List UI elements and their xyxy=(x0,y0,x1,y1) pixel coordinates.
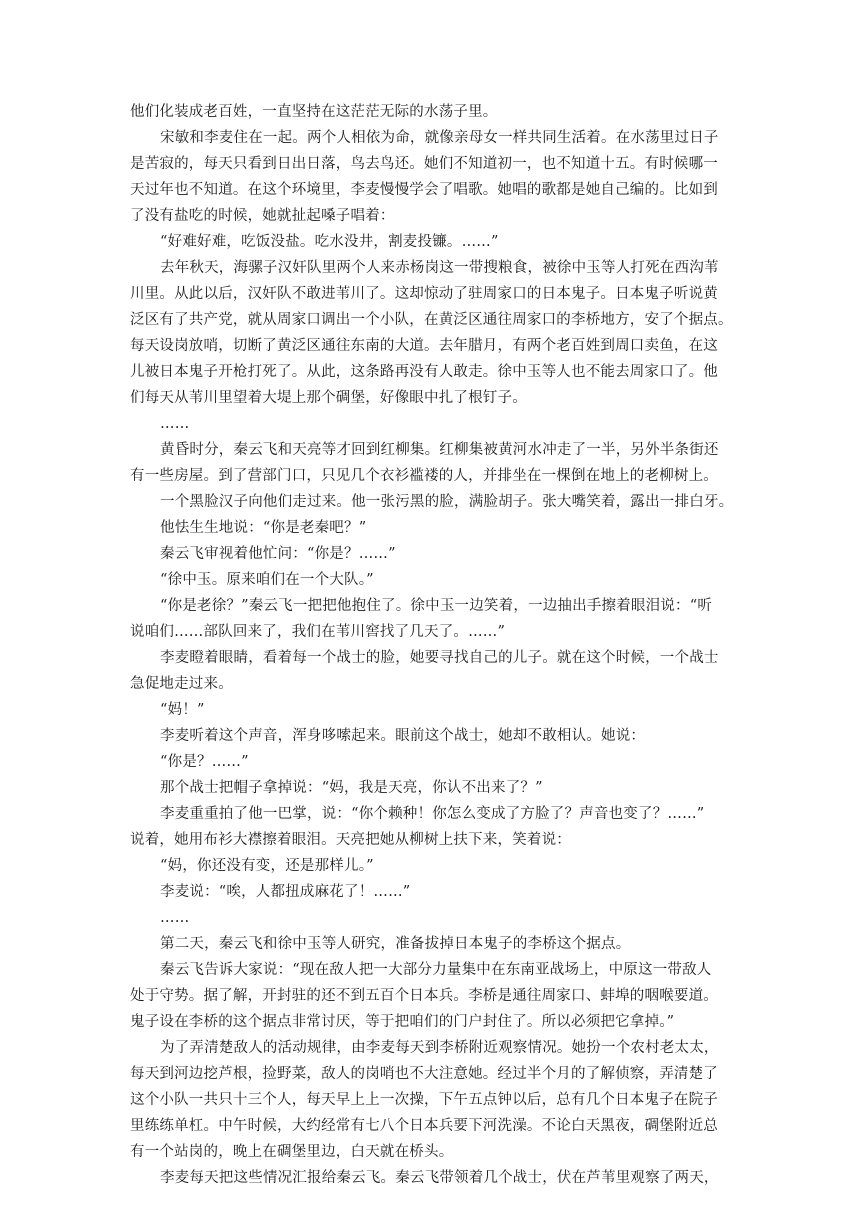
text-line: 秦云飞审视着他忙问：“你是？……” xyxy=(160,546,396,562)
text-line: 天过年也不知道。在这个环境里，李麦慢慢学会了唱歌。她唱的歌都是她自己编的。比如到 xyxy=(130,182,718,198)
text-line: 急促地走过来。 xyxy=(130,676,233,692)
text-line: 第二天，秦云飞和徐中玉等人研究，准备拔掉日本鬼子的李桥这个据点。 xyxy=(160,936,631,952)
text-line: 黄昏时分，秦云飞和天亮等才回到红柳集。红柳集被黄河水冲走了一半，另外半条街还 xyxy=(160,442,719,458)
text-line: 处于守势。据了解，开封驻的还不到五百个日本兵。李桥是通往周家口、蚌埠的咽喉要道。 xyxy=(130,988,718,1004)
text-line: 川里。从此以后，汉奸队不敢进苇川了。这却惊动了驻周家口的日本鬼子。日本鬼子听说黄 xyxy=(130,286,718,302)
text-line: 为了弄清楚敌人的活动规律，由李麦每天到李桥附近观察情况。她扮一个农村老太太， xyxy=(160,1040,719,1056)
text-line: 这个小队一共只十三个人，每天早上上一次操，下午五点钟以后，总有几个日本鬼子在院子 xyxy=(130,1092,718,1108)
text-line: “妈，你还没有变，还是那样儿。” xyxy=(160,858,374,874)
text-line: 李麦说：“唉，人都扭成麻花了！……” xyxy=(160,884,411,900)
text-line: 说咱们……部队回来了，我们在苇川窖找了几天了。……” xyxy=(130,624,506,640)
text-line: 他们化装成老百姓，一直坚持在这茫茫无际的水荡子里。 xyxy=(130,104,498,120)
text-line: 李麦听着这个声音，浑身哆嗦起来。眼前这个战士，她却不敢相认。她说： xyxy=(160,728,646,744)
text-line: “徐中玉。原来咱们在一个大队。” xyxy=(160,572,374,588)
text-line: 里练练单杠。中午时候，大约经常有七八个日本兵要下河洗澡。不论白天黑夜，碉堡附近总 xyxy=(130,1118,718,1134)
text-line: 有一些房屋。到了营部门口，只见几个衣衫褴褛的人，并排坐在一棵倒在地上的老柳树上。 xyxy=(130,468,718,484)
text-line: 那个战士把帽子拿掉说：“妈，我是天亮，你认不出来了？” xyxy=(160,780,543,796)
text-line: “你是老徐？”秦云飞一把把他抱住了。徐中玉一边笑着，一边抽出手擦着眼泪说：“听 xyxy=(160,598,713,614)
text-line: “好难好难，吃饭没盐。吃水没井，割麦投镰。……” xyxy=(160,234,499,250)
text-line: “妈！” xyxy=(160,702,205,718)
text-line: 每天到河边挖芦根，捡野菜，敌人的岗哨也不大注意她。经过半个月的了解侦察，弄清楚了 xyxy=(130,1066,718,1082)
text-line: 李麦瞪着眼睛，看着每一个战士的脸，她要寻找自己的儿子。就在这个时候，一个战士 xyxy=(160,650,719,666)
text-line: 有一个站岗的，晚上在碉堡里边，白天就在桥头。 xyxy=(130,1144,454,1160)
text-line: 了没有盐吃的时候，她就扯起嗓子唱着： xyxy=(130,208,395,224)
text-line: 儿被日本鬼子开枪打死了。从此，这条路再没有人敢走。徐中玉等人也不能去周家口了。他 xyxy=(130,364,718,380)
ellipsis-line: …… xyxy=(160,416,190,432)
text-line: 宋敏和李麦住在一起。两个人相依为命，就像亲母女一样共同生活着。在水荡里过日子 xyxy=(160,130,719,146)
text-line: 他怯生生地说：“你是老秦吧？” xyxy=(160,520,367,536)
text-line: 们每天从苇川里望着大堤上那个碉堡，好像眼中扎了根钉子。 xyxy=(130,390,527,406)
text-line: “你是？……” xyxy=(160,754,249,770)
text-line: 李麦重重拍了他一巴掌，说：“你个赖种！你怎么变成了方脸了？声音也变了？……” xyxy=(160,806,705,822)
text-line: 李麦每天把这些情况汇报给秦云飞。秦云飞带领着几个战士，伏在芦苇里观察了两天， xyxy=(160,1170,719,1186)
ellipsis-line: …… xyxy=(160,910,190,926)
text-line: 每天设岗放哨，切断了黄泛区通往东南的大道。去年腊月，有两个老百姓到周口卖鱼，在这 xyxy=(130,338,718,354)
text-line: 一个黑脸汉子向他们走过来。他一张污黑的脸，满脸胡子。张大嘴笑着，露出一排白牙。 xyxy=(160,494,734,510)
text-line: 鬼子设在李桥的这个据点非常讨厌，等于把咱们的门户封住了。所以必须把它拿掉。” xyxy=(130,1014,675,1030)
text-line: 秦云飞告诉大家说：“现在敌人把一大部分力量集中在东南亚战场上，中原这一带敌人 xyxy=(160,962,712,978)
text-line: 去年秋天，海骡子汉奸队里两个人来赤杨岗这一带搜粮食，被徐中玉等人打死在西沟苇 xyxy=(160,260,719,276)
text-line: 泛区有了共产党，就从周家口调出一个小队，在黄泛区通往周家口的李桥地方，安了个据点。 xyxy=(130,312,733,328)
text-line: 是苦寂的，每天只看到日出日落，鸟去鸟还。她们不知道初一，也不知道十五。有时候哪一 xyxy=(130,156,718,172)
text-line: 说着，她用布衫大襟擦着眼泪。天亮把她从柳树上扶下来，笑着说： xyxy=(130,832,571,848)
